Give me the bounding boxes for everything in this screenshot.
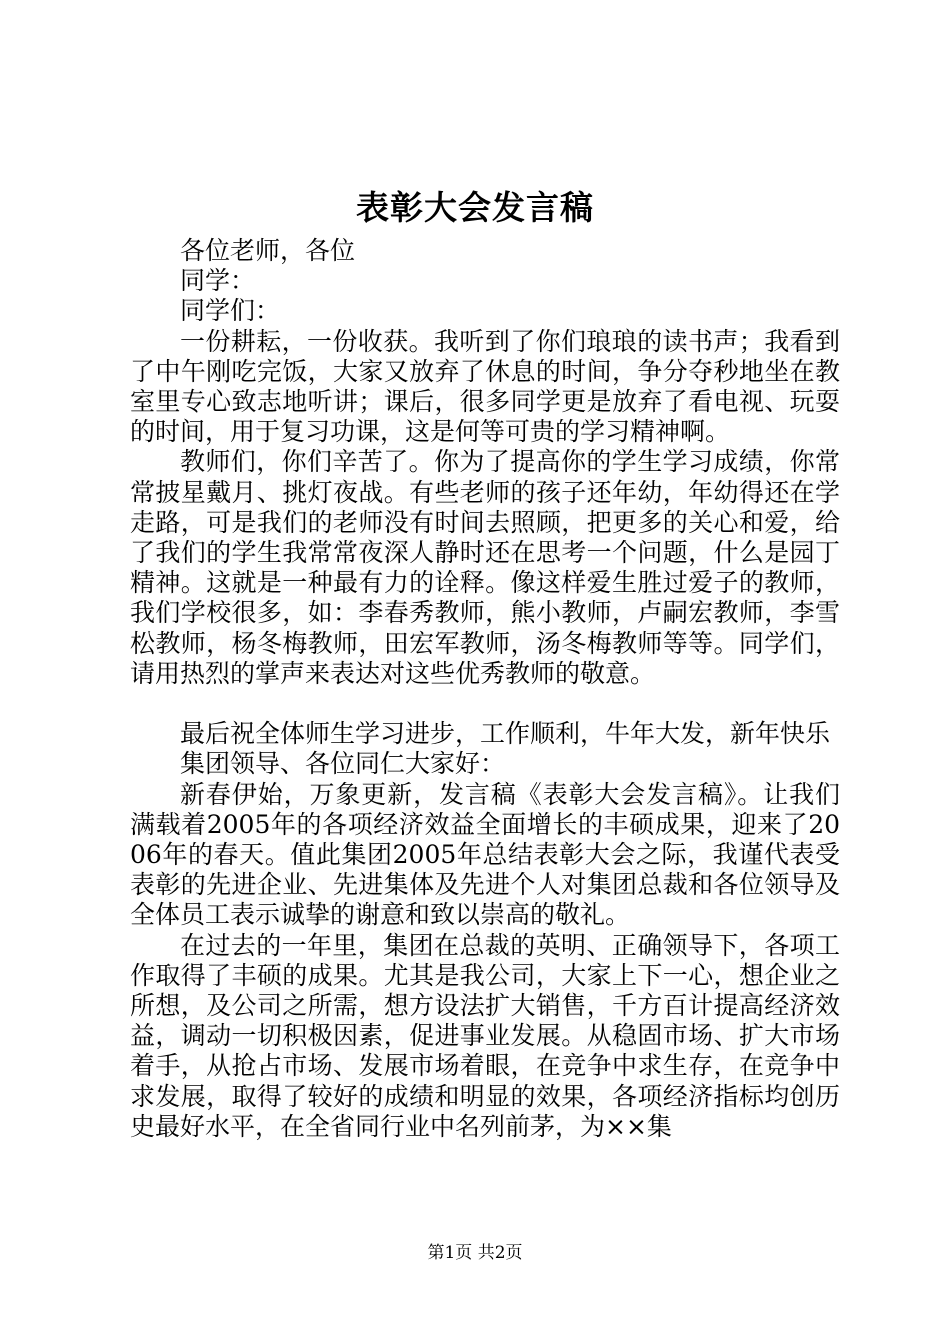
body-paragraph: 一份耕耘，一份收获。我听到了你们琅琅的读书声；我看到了中午刚吃完饭，大家又放弃了休息的时间，争分夺秒地坐在教室里专心致志地听讲；课后，很多同学更是放弃了看电视、玩耍的时间，用于复习功课，这是何等可贵的学习精神啊。 <box>130 326 840 447</box>
closing-wish: 最后祝全体师生学习进步，工作顺利，牛年大发，新年快乐 <box>180 719 831 749</box>
body-paragraph: 新春伊始，万象更新，发言稿《表彰大会发言稿》。让我们满载着2005年的各项经济效益全面增长的丰硕成果，迎来了2006年的春天。值此集团2005年总结表彰大会之际，我谨代表受表彰的先进企业、先进集体及先进个人对集团总裁和各位领导及全体员工表示诚挚的谢意和致以崇高的敬礼。 <box>130 779 840 930</box>
second-salutation: 集团领导、各位同仁大家好： <box>180 749 506 779</box>
body-paragraph: 教师们，你们辛苦了。你为了提高你的学生学习成绩，你常常披星戴月、挑灯夜战。有些老师的孩子还年幼，年幼得还在学走路，可是我们的老师没有时间去照顾，把更多的关心和爱，给了我们的学生我常常夜深人静时还在思考一个问题，什么是园丁精神。这就是一种最有力的诠释。像这样爱生胜过爱子的教师，我们学校很多，如：李春秀教师，熊小教师，卢嗣宏教师，李雪松教师，杨冬梅教师，田宏军教师，汤冬梅教师等等。同学们，请用热烈的掌声来表达对这些优秀教师的敬意。 <box>130 447 840 688</box>
salutation-line-1: 各位老师，各位 <box>180 236 356 265</box>
document-body <box>130 236 840 1142</box>
body-paragraph: 在过去的一年里，集团在总裁的英明、正确领导下，各项工作取得了丰硕的成果。尤其是我公司，大家上下一心，想企业之所想，及公司之所需，想方设法扩大销售，千方百计提高经济效益，调动一切积极因素，促进事业发展。从稳固市场、扩大市场着手，从抢占市场、发展市场着眼，在竞争中求生存，在竞争中求发展，取得了较好的成绩和明显的效果，各项经济指标均创历史最好水平，在全省同行业中名列前茅，为××集 <box>130 930 840 1141</box>
page-footer: 第1页 共2页 <box>427 1243 523 1263</box>
document-title: 表彰大会发言稿 <box>356 188 594 227</box>
paragraph-spacer <box>130 689 840 719</box>
salutation-line-2: 同学： <box>180 266 256 296</box>
salutation-line-3: 同学们： <box>180 296 281 326</box>
